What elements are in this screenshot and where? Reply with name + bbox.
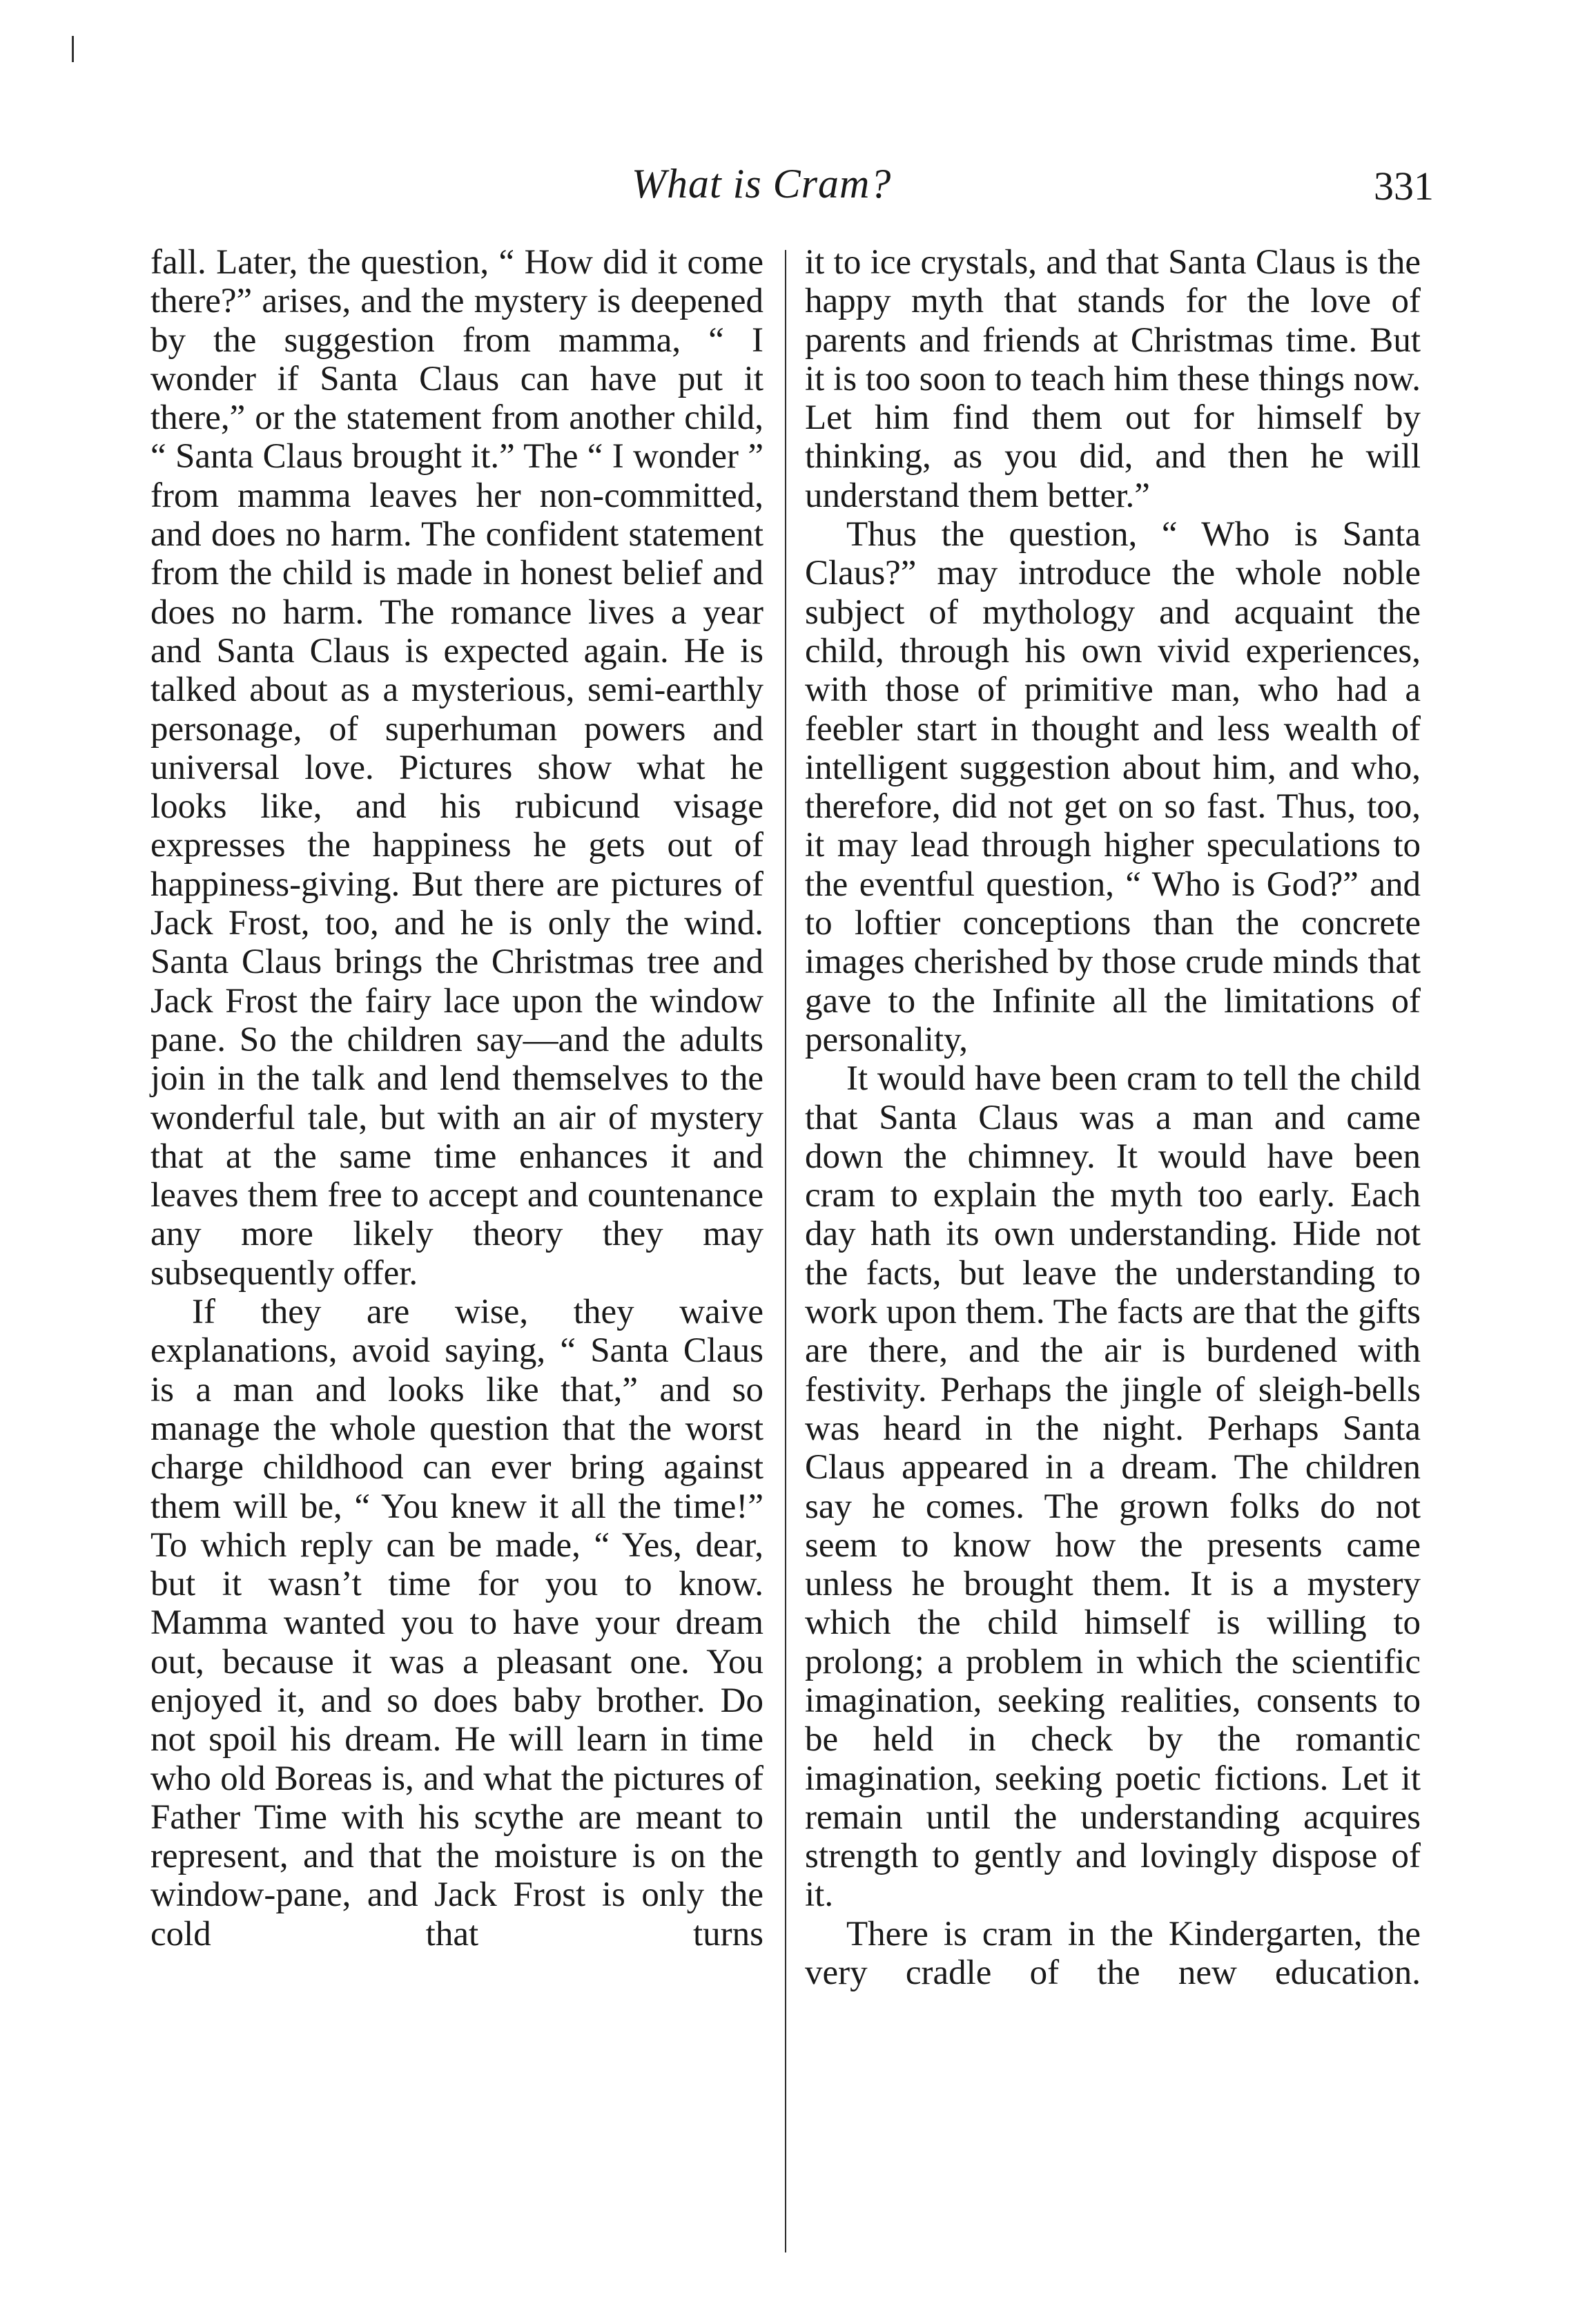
left-column	[150, 243, 763, 2266]
column-divider	[785, 250, 786, 2252]
page-number: 331	[1374, 164, 1434, 209]
page-header	[0, 160, 1596, 222]
running-title: What is Cram?	[632, 161, 892, 206]
paragraph: There is cram in the Kindergarten, the very cradle of the new education.	[805, 1914, 1421, 1993]
paragraph: fall. Later, the question, “ How did it come there?” arises, and the mystery is deepened by the suggestion from mamma, “ I wonder if Santa Claus can have put it there,” or the statement from another child, “ Santa Claus brought it.” The “ I wonder ” from mamma leaves her non-committed, and does no harm. The confident statement from the child is made in honest belief and does no harm. The romance lives a year and Santa Claus is expected again. He is talked about as a mysterious, semi-earthly personage, of superhuman powers and universal love. Pictures show what he looks like, and his rubicund visage expresses the happiness he gets out of happiness-giving. But there are pictures of Jack Frost, too, and he is only the wind. Santa Claus brings the Christmas tree and Jack Frost the fairy lace upon the window pane. So the children say—and the adults join in the talk and lend themselves to the wonderful tale, but with an air of mystery that at the same time enhances it and leaves them free to accept and countenance any more likely theory they may subsequently offer.	[150, 243, 763, 1293]
paragraph: If they are wise, they waive explanations, avoid saying, “ Santa Claus is a man and looks like that,” and so manage the whole question that the worst charge childhood can ever bring against them will be, “ You knew it all the time!” To which reply can be made, “ Yes, dear, but it wasn’t time for you to know. Mamma wanted you to have your dream out, because it was a pleasant one. You enjoyed it, and so does baby brother. Do not spoil his dream. He will learn in time who old Boreas is, and what the pictures of Father Time with his scythe are meant to represent, and that the moisture is on the window-pane, and Jack Frost is only the cold that turns	[150, 1293, 763, 1953]
stray-print-mark	[72, 36, 74, 62]
paragraph: It would have been cram to tell the child that Santa Claus was a man and came down the chimney. It would have been cram to explain the myth too early. Each day hath its own understanding. Hide not the facts, but leave the understanding to work upon them. The facts are that the gifts are there, and the air is burdened with festivity. Perhaps the jingle of sleigh-bells was heard in the night. Perhaps Santa Claus appeared in a dream. The children say he comes. The grown folks do not seem to know how the presents came unless he brought them. It is a mystery which the child himself is willing to prolong; a problem in which the scientific imagination, seeking realities, consents to be held in check by the romantic imagination, seeking poetic fictions. Let it remain until the understanding acquires strength to gently and lovingly dispose of it.	[805, 1059, 1421, 1915]
paragraph: it to ice crystals, and that Santa Claus is the happy myth that stands for the love of parents and friends at Christmas time. But it is too soon to teach him these things now. Let him find them out for himself by thinking, as you did, and then he will understand them better.”	[805, 243, 1421, 515]
paragraph: Thus the question, “ Who is Santa Claus?” may introduce the whole noble subject of mythology and acquaint the child, through his own vivid experiences, with those of primitive man, who had a feebler start in thought and less wealth of intelligent suggestion about him, and who, therefore, did not get on so fast. Thus, too, it may lead through higher speculations to the eventful question, “ Who is God?” and to loftier conceptions than the concrete images cherished by those crude minds that gave to the Infinite all the limitations of personality,	[805, 515, 1421, 1059]
right-column	[805, 243, 1421, 2266]
